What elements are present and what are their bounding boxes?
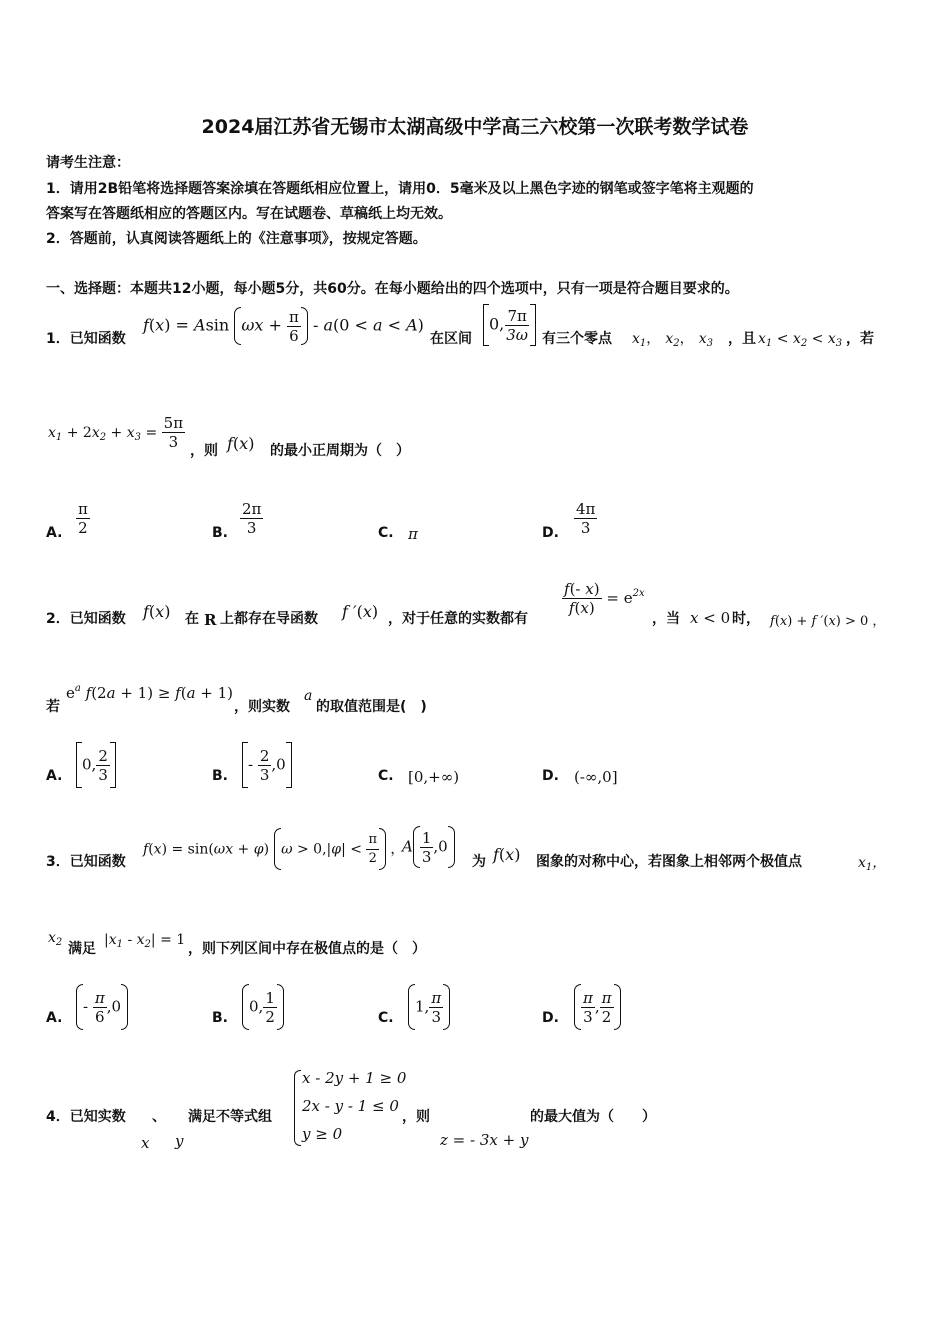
q1-option-a-num: π xyxy=(78,500,88,518)
q1-option-d-den: 3 xyxy=(580,519,591,537)
q2-option-d-value[interactable]: (-∞,0] xyxy=(574,768,618,786)
q1-text-interval: 在区间 xyxy=(430,331,472,347)
q4-text-ineq: 满足不等式组 xyxy=(188,1109,272,1125)
q3-function-formula: f(x) = sin(ωx + φ) ω > 0,|φ| < $\frac{\pi}{2}$ ， xyxy=(143,828,404,870)
q2-fx: f(x) xyxy=(143,602,171,621)
q1-option-a-letter[interactable]: A. xyxy=(46,525,63,541)
q4-label: 4．已知实数 xyxy=(46,1109,126,1125)
q3-option-d-letter[interactable]: D. xyxy=(542,1010,559,1026)
q4-text-sep: 、 xyxy=(152,1109,166,1125)
q2-option-c-value[interactable]: [0,+∞) xyxy=(408,768,460,786)
q3-distance: $|x_1 - x_2| = 1$ xyxy=(104,932,186,950)
q1-option-b-num: 2π xyxy=(242,500,262,518)
q2-fprime: f ′(x) xyxy=(342,602,379,621)
q3-text-then: ，则下列区间中存在极值点的是（ ） xyxy=(188,941,426,957)
q3-label: 3．已知函数 xyxy=(46,854,126,870)
q4-text-then: ，则 xyxy=(402,1109,430,1125)
q4-var-x: x xyxy=(141,1134,150,1152)
q1-option-a-value[interactable] xyxy=(76,500,90,537)
q1-option-b-den: 3 xyxy=(246,519,257,537)
q2-text-range: 的取值范围是( ) xyxy=(316,699,427,715)
q3-fx: f(x) xyxy=(493,845,521,864)
q1-option-d-num: 4π xyxy=(576,500,596,518)
q2-condition: f(x) + f ′(x) > 0 ， xyxy=(770,614,886,629)
q2-text-then: ，则实数 xyxy=(234,699,290,715)
q3-text-sym: 为 xyxy=(472,854,486,870)
q2-label: 2．已知函数 xyxy=(46,611,126,627)
q2-option-c-letter[interactable]: C. xyxy=(378,768,394,784)
q4-objective: z = - 3x + y xyxy=(440,1131,529,1149)
notice-item-2: 2．答题前，认真阅读答题纸上的《注意事项》，按规定答题。 xyxy=(46,231,427,247)
q1-text-if: ，若 xyxy=(846,331,874,347)
q2-var-a: a xyxy=(304,688,313,704)
q4-ineq-2: 2x - y - 1 ≤ 0 xyxy=(302,1097,399,1115)
q3-text-center: 图象的对称中心，若图象上相邻两个极值点 xyxy=(536,854,802,870)
q3-text-satisfy: 满足 xyxy=(68,941,96,957)
q4-inequality-system xyxy=(294,1070,301,1146)
q2-option-a-value[interactable]: 0, $\frac{2}{3}$ xyxy=(76,742,116,788)
q3-option-d-value[interactable]: $\frac{\pi}{3}$ , $\frac{\pi}{2}$ xyxy=(574,984,621,1030)
q2-x-lt-0: x < 0 xyxy=(690,609,731,627)
q1-text-then: ，则 xyxy=(190,443,218,459)
q3-option-b-value[interactable]: 0, $\frac{1}{2}$ xyxy=(242,984,284,1030)
q2-set-r: R xyxy=(204,611,217,629)
q1-option-b-letter[interactable]: B. xyxy=(212,525,228,541)
q3-point-a: A $\frac{1}{3}$ ,0 xyxy=(402,826,455,868)
q2-text-on: 在 xyxy=(185,611,199,627)
q3-option-a-letter[interactable]: A. xyxy=(46,1010,63,1026)
q1-zeros: $x_1$， $x_2$， $x_3$ xyxy=(632,331,714,349)
q4-ineq-3: y ≥ 0 xyxy=(302,1125,343,1143)
q4-var-y: y xyxy=(175,1132,184,1150)
q3-option-c-value[interactable]: 1, $\frac{\pi}{3}$ xyxy=(408,984,450,1030)
q3-x2: $x_2$ xyxy=(48,930,63,948)
q4-text-max: 的最大值为（ ） xyxy=(530,1109,656,1125)
q1-option-c-value[interactable]: π xyxy=(408,525,418,543)
q2-inequality: $e^a$ f(2a + 1) ≥ f(a + 1) xyxy=(66,683,234,702)
q1-fx: f(x) xyxy=(227,434,255,453)
section-heading: 一、选择题：本题共12小题，每小题5分，共60分。在每小题给出的四个选项中，只有一项是符合题目要求的。 xyxy=(46,281,739,297)
q1-order: $x_1 < x_2 < x_3$ xyxy=(758,331,843,349)
q2-option-d-letter[interactable]: D. xyxy=(542,768,559,784)
q1-label: 1．已知函数 xyxy=(46,331,126,347)
notice-item-1-line-2: 答案写在答题纸相应的答题区内。写在试题卷、草稿纸上均无效。 xyxy=(46,206,452,222)
q2-text-if: 若 xyxy=(46,699,60,715)
q1-option-b-value[interactable] xyxy=(240,500,263,537)
q2-text-time: 时， xyxy=(732,611,760,627)
page-title: 2024届江苏省无锡市太湖高级中学高三六校第一次联考数学试卷 xyxy=(201,116,749,138)
q2-text-deriv: 上都存在导函数 xyxy=(220,611,318,627)
notice-item-1-line-1: 1．请用2B铅笔将选择题答案涂填在答题纸相应位置上，请用0．5毫米及以上黑色字迹的钢笔或签字笔将主观题的 xyxy=(46,181,754,197)
q2-option-a-letter[interactable]: A. xyxy=(46,768,63,784)
q2-option-b-letter[interactable]: B. xyxy=(212,768,228,784)
notice-heading: 请考生注意： xyxy=(46,155,130,171)
q1-text-and: ，且 xyxy=(728,331,756,347)
q3-option-b-letter[interactable]: B. xyxy=(212,1010,228,1026)
q1-interval: 0, $\frac{7\pi}{3\omega}$ xyxy=(483,304,536,346)
q2-text-any: ，对于任意的实数都有 xyxy=(388,611,528,627)
q2-option-b-value[interactable]: - $\frac{2}{3}$ ,0 xyxy=(242,742,292,788)
q2-ratio: $\frac{f(- x)}{f(x)}$ = $e^{2x}$ xyxy=(564,580,645,617)
q3-option-c-letter[interactable]: C. xyxy=(378,1010,394,1026)
q2-text-when: ，当 xyxy=(652,611,680,627)
q1-text-period: 的最小正周期为（ ） xyxy=(270,443,410,459)
q4-ineq-1: x - 2y + 1 ≥ 0 xyxy=(302,1069,407,1087)
q3-option-a-value[interactable]: - $\frac{\pi}{6}$ ,0 xyxy=(76,984,128,1030)
q1-function-formula: f(x) = Asin ωx + $\frac{\pi}{6}$ - a(0 < a < A) xyxy=(143,307,424,345)
q1-option-d-letter[interactable]: D. xyxy=(542,525,559,541)
q1-condition: $x_1 + 2x_2 + x_3$ = $\frac{5\pi}{3}$ xyxy=(48,414,184,451)
q3-x1: $x_1$， xyxy=(858,855,887,873)
q1-option-d-value[interactable] xyxy=(574,500,597,537)
q1-text-zeros: 有三个零点 xyxy=(542,331,612,347)
q1-option-a-den: 2 xyxy=(78,519,88,537)
q1-option-c-letter[interactable]: C. xyxy=(378,525,394,541)
